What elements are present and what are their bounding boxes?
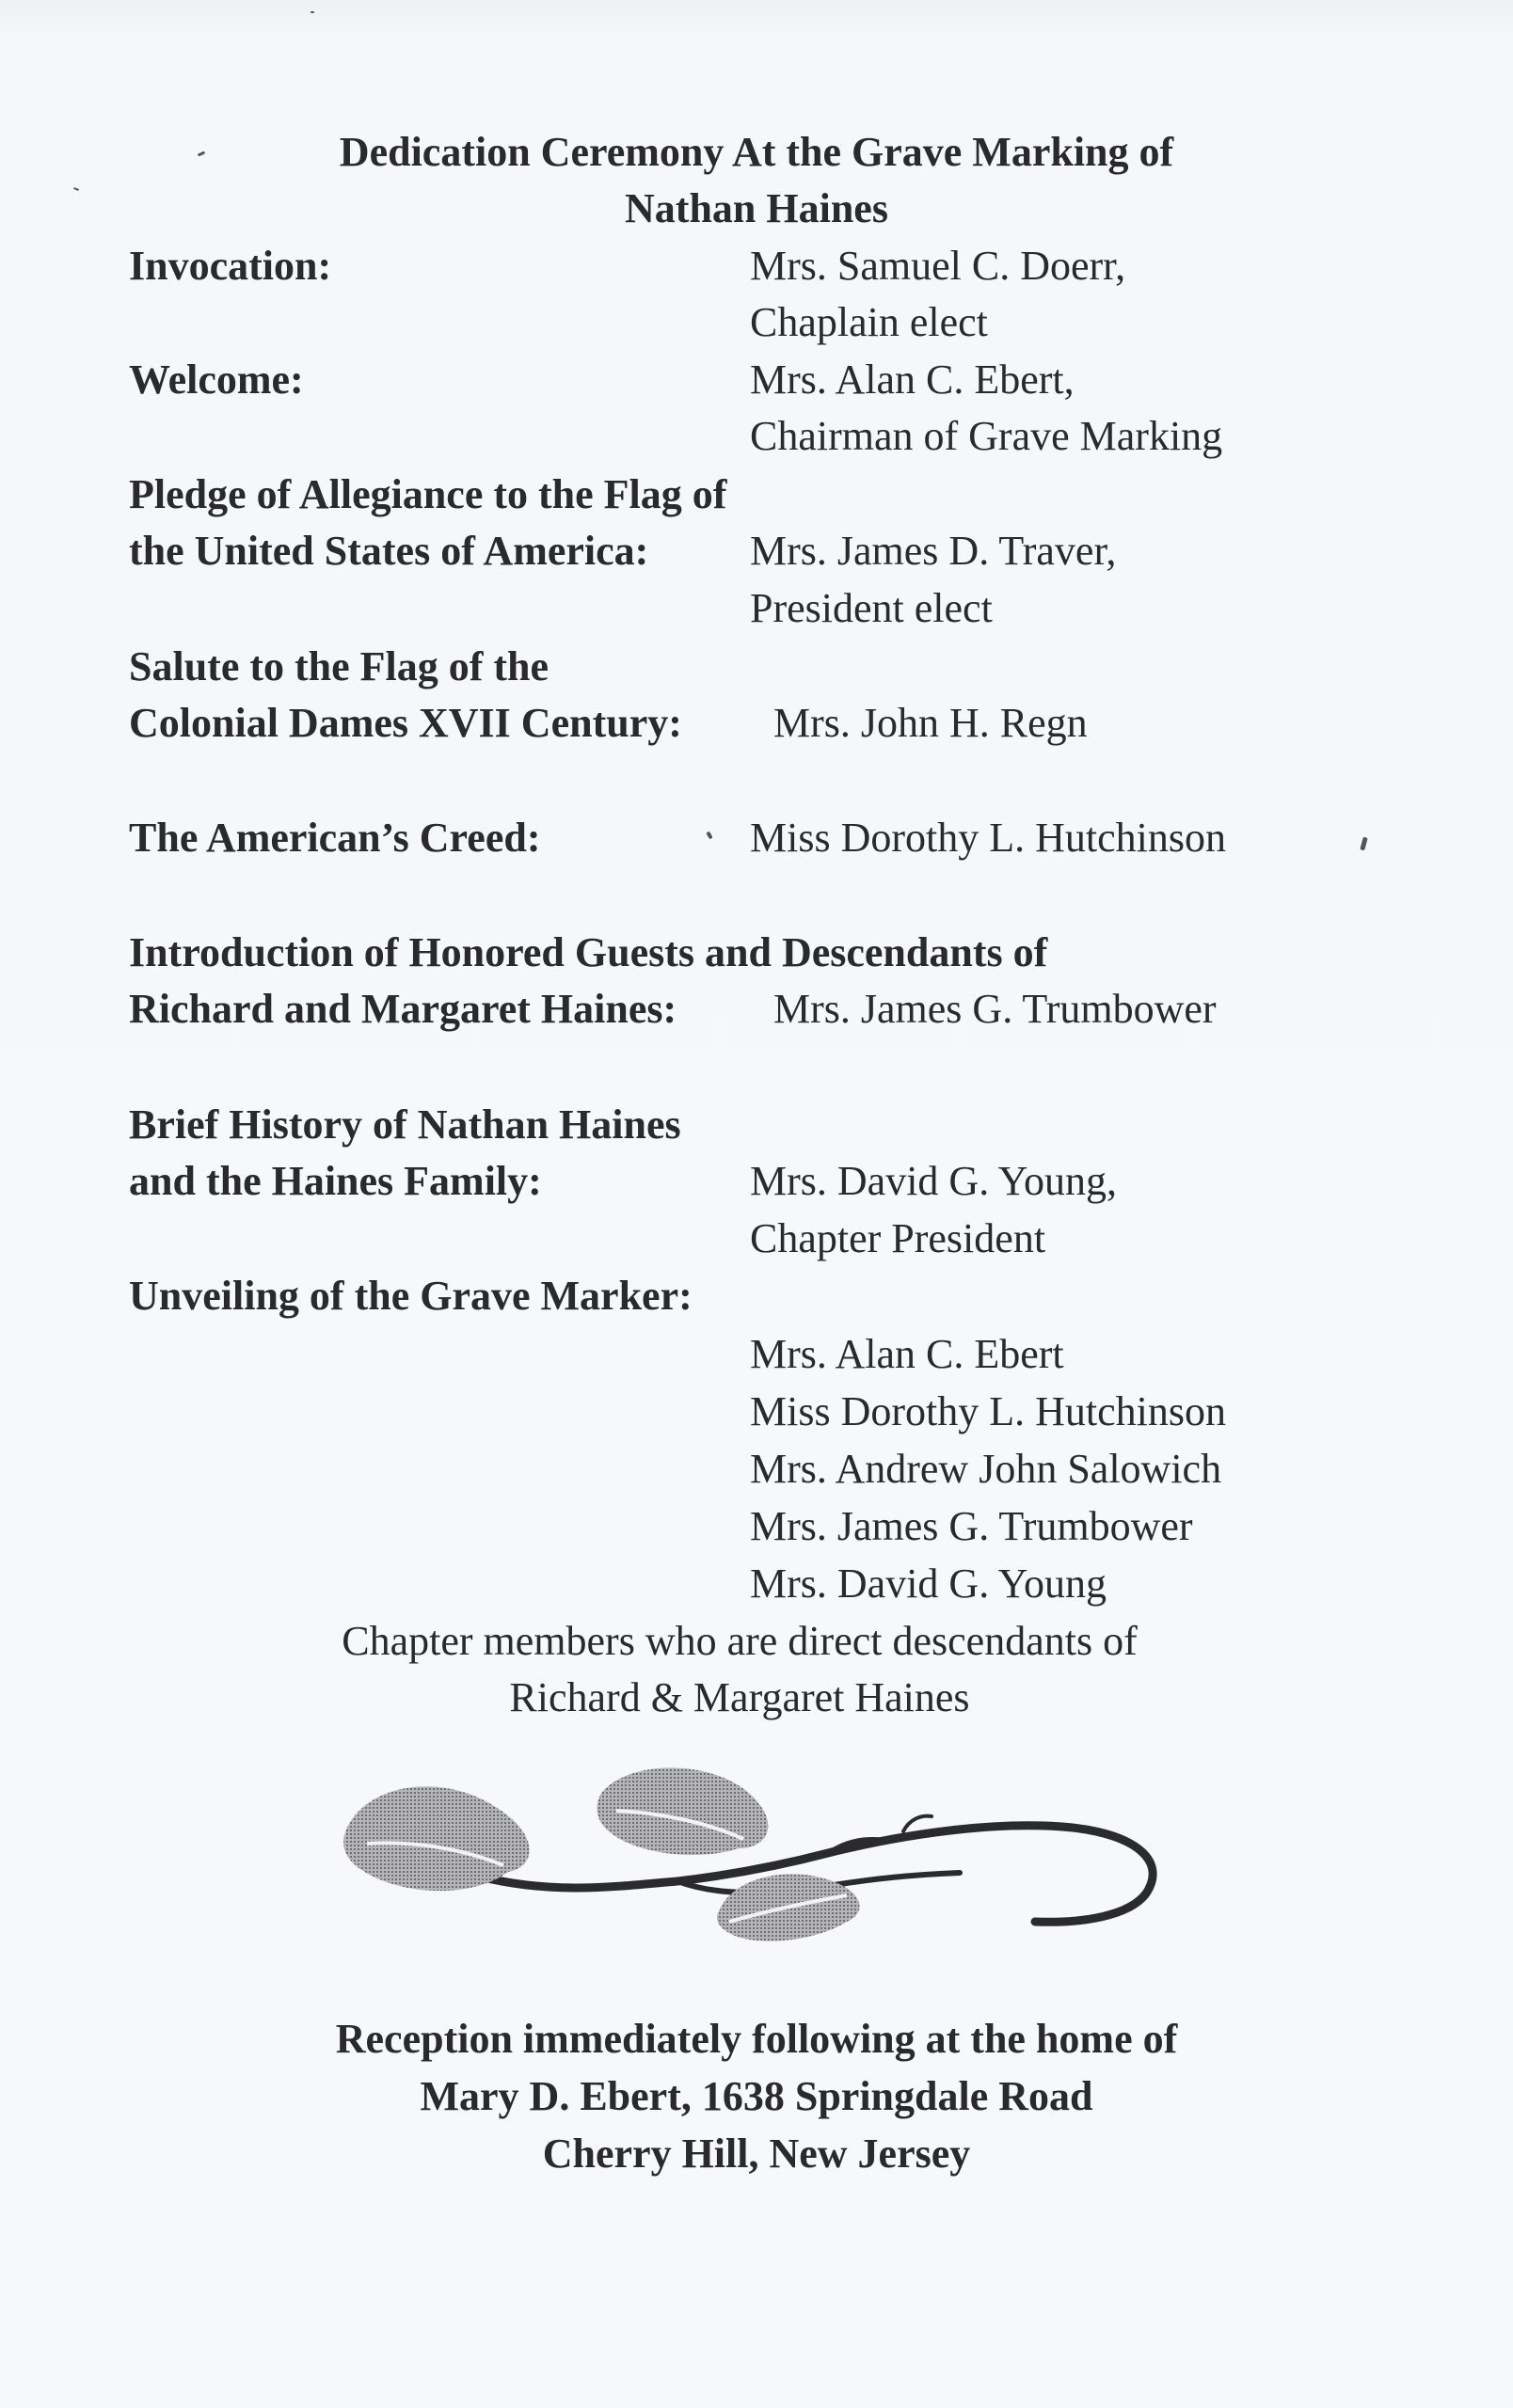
descendants-note-line-1: Chapter members who are direct descendants of <box>342 1618 1138 1664</box>
introduction-label-line-2: Richard and Margaret Haines: <box>129 986 677 1032</box>
creed-label: The American’s Creed: <box>129 815 541 861</box>
unveiling-name: Miss Dorothy L. Hutchinson <box>750 1388 1226 1434</box>
reception-line-2: Mary D. Ebert, 1638 Springdale Road <box>420 2073 1093 2119</box>
welcome-name: Mrs. Alan C. Ebert, <box>750 356 1075 403</box>
pledge-name: Mrs. James D. Traver, <box>750 528 1117 574</box>
title-line-1: Dedication Ceremony At the Grave Marking of <box>339 129 1174 175</box>
unveiling-name: Mrs. James G. Trumbower <box>750 1503 1193 1549</box>
introduction-label-line-1: Introduction of Honored Guests and Descendants of <box>129 929 1048 975</box>
unveiling-name: Mrs. Alan C. Ebert <box>750 1331 1064 1377</box>
unveiling-name: Mrs. Andrew John Salowich <box>750 1446 1222 1492</box>
title-line-2: Nathan Haines <box>625 185 888 231</box>
salute-label-line-1: Salute to the Flag of the <box>129 643 549 689</box>
scan-speck <box>1360 837 1367 851</box>
history-label-line-2: and the Haines Family: <box>129 1158 542 1204</box>
salute-label-line-2: Colonial Dames XVII Century: <box>129 700 682 746</box>
creed-name: Miss Dorothy L. Hutchinson <box>750 815 1226 861</box>
welcome-role: Chairman of Grave Marking <box>750 413 1223 459</box>
salute-name: Mrs. John H. Regn <box>773 700 1088 746</box>
welcome-label: Welcome: <box>129 356 304 403</box>
invocation-label: Invocation: <box>129 243 332 289</box>
unveiling-name: Mrs. David G. Young <box>750 1560 1107 1607</box>
invocation-role: Chaplain elect <box>750 299 988 345</box>
history-role: Chapter President <box>750 1215 1046 1261</box>
pledge-label-line-1: Pledge of Allegiance to the Flag of <box>129 471 727 517</box>
reception-line-1: Reception immediately following at the home of <box>335 2016 1178 2062</box>
history-name: Mrs. David G. Young, <box>750 1158 1117 1204</box>
reception-line-3: Cherry Hill, New Jersey <box>542 2131 971 2177</box>
history-label-line-1: Brief History of Nathan Haines <box>129 1101 681 1148</box>
pledge-role: President elect <box>750 585 993 631</box>
introduction-name: Mrs. James G. Trumbower <box>773 986 1217 1032</box>
leaf-vine-ornament-icon <box>339 1754 1186 1980</box>
unveiling-label: Unveiling of the Grave Marker: <box>129 1273 693 1319</box>
scan-speck <box>706 832 712 840</box>
invocation-name: Mrs. Samuel C. Doerr, <box>750 243 1126 289</box>
descendants-note-line-2: Richard & Margaret Haines <box>509 1674 970 1720</box>
scan-speck <box>311 11 314 13</box>
pledge-label-line-2: the United States of America: <box>129 528 649 574</box>
